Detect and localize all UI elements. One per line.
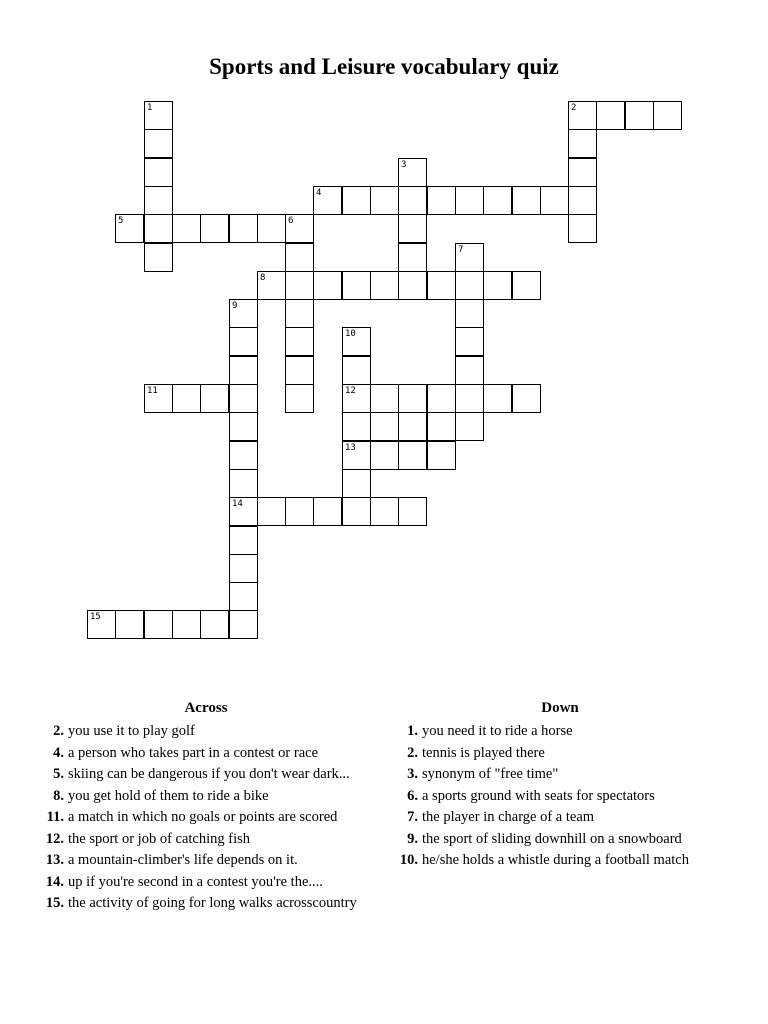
grid-cell[interactable] <box>398 441 427 470</box>
grid-cell[interactable] <box>144 384 173 413</box>
clue-item <box>390 743 730 765</box>
clue-number: 13 <box>345 443 356 453</box>
grid-cell[interactable] <box>257 271 286 300</box>
down-clues <box>390 700 730 872</box>
grid-cell[interactable] <box>342 412 371 441</box>
grid-cell[interactable] <box>285 271 314 300</box>
grid-cell[interactable] <box>427 412 456 441</box>
clue-item <box>36 829 376 851</box>
grid-cell[interactable] <box>342 186 371 215</box>
grid-cell[interactable] <box>398 412 427 441</box>
clue-item <box>36 807 376 829</box>
grid-cell[interactable] <box>172 214 201 243</box>
grid-cell[interactable] <box>398 158 427 187</box>
grid-cell[interactable] <box>200 384 229 413</box>
clue-item-text: tennis is played there <box>422 744 545 761</box>
grid-cell[interactable] <box>568 186 597 215</box>
grid-cell[interactable] <box>455 271 484 300</box>
across-clue-list <box>36 721 376 915</box>
grid-cell[interactable] <box>540 186 569 215</box>
grid-cell[interactable] <box>257 497 286 526</box>
grid-cell[interactable] <box>398 384 427 413</box>
grid-cell[interactable] <box>455 186 484 215</box>
grid-cell[interactable] <box>229 214 258 243</box>
clue-item <box>36 786 376 808</box>
clue-number: 8 <box>260 273 266 283</box>
grid-cell[interactable] <box>455 243 484 272</box>
down-clue-list <box>390 721 730 872</box>
grid-cell[interactable] <box>427 186 456 215</box>
clue-item-number: 8. <box>53 787 64 804</box>
clue-item-number: 11. <box>46 809 64 825</box>
clue-item <box>390 786 730 808</box>
across-clues <box>36 700 376 915</box>
grid-cell[interactable] <box>257 214 286 243</box>
clue-item-text: a match in which no goals or points are scored <box>68 809 338 825</box>
grid-cell[interactable] <box>427 384 456 413</box>
clue-number: 10 <box>345 329 356 339</box>
down-heading: Down <box>541 700 579 716</box>
grid-cell[interactable] <box>87 610 116 639</box>
grid-cell[interactable] <box>512 384 541 413</box>
grid-cell[interactable] <box>229 299 258 328</box>
clue-item-text: the sport of sliding downhill on a snowboard <box>422 830 682 847</box>
clue-number: 3 <box>401 160 407 170</box>
clue-item-number: 3. <box>407 766 418 782</box>
grid-cell[interactable] <box>200 214 229 243</box>
grid-cell[interactable] <box>144 158 173 187</box>
grid-cell[interactable] <box>229 384 258 413</box>
grid-cell[interactable] <box>229 526 258 555</box>
clue-item-number: 10. <box>399 852 418 868</box>
clue-number: 11 <box>147 386 158 396</box>
clue-number: 7 <box>458 245 464 255</box>
grid-cell[interactable] <box>342 271 371 300</box>
clue-number: 1 <box>147 103 153 113</box>
grid-cell[interactable] <box>229 469 258 498</box>
grid-cell[interactable] <box>455 356 484 385</box>
grid-cell[interactable] <box>427 441 456 470</box>
clue-number: 2 <box>571 103 577 113</box>
grid-cell[interactable] <box>285 384 314 413</box>
grid-cell[interactable] <box>342 384 371 413</box>
clue-item-number: 13. <box>45 852 64 868</box>
grid-cell[interactable] <box>144 129 173 158</box>
grid-cell[interactable] <box>115 610 144 639</box>
clue-item-text: he/she holds a whistle during a football match <box>422 852 689 868</box>
grid-cell[interactable] <box>455 327 484 356</box>
clue-item-text: you use it to play golf <box>68 723 195 739</box>
grid-cell[interactable] <box>229 327 258 356</box>
grid-cell[interactable] <box>483 384 512 413</box>
grid-cell[interactable] <box>229 441 258 470</box>
grid-cell[interactable] <box>285 243 314 272</box>
grid-cell[interactable] <box>200 610 229 639</box>
grid-cell[interactable] <box>144 101 173 130</box>
clue-item <box>36 893 376 915</box>
grid-cell[interactable] <box>342 497 371 526</box>
clue-item <box>390 764 730 786</box>
clue-number: 12 <box>345 386 356 396</box>
grid-cell[interactable] <box>229 356 258 385</box>
clue-item-text: you get hold of them to ride a bike <box>68 787 269 804</box>
grid-cell[interactable] <box>398 497 427 526</box>
grid-cell[interactable] <box>455 384 484 413</box>
clue-item-number: 7. <box>407 809 418 825</box>
clue-item <box>390 721 730 743</box>
clue-item-number: 15. <box>45 895 64 911</box>
grid-cell[interactable] <box>370 497 399 526</box>
grid-cell[interactable] <box>172 384 201 413</box>
clue-item-text: the player in charge of a team <box>422 809 595 825</box>
grid-cell[interactable] <box>342 441 371 470</box>
grid-cell[interactable] <box>229 412 258 441</box>
grid-cell[interactable] <box>285 299 314 328</box>
grid-cell[interactable] <box>568 158 597 187</box>
grid-cell[interactable] <box>370 412 399 441</box>
clue-number: 9 <box>232 301 238 311</box>
grid-cell[interactable] <box>483 186 512 215</box>
clue-item <box>36 721 376 743</box>
clue-number: 5 <box>118 216 124 226</box>
grid-cell[interactable] <box>313 497 342 526</box>
grid-cell[interactable] <box>229 497 258 526</box>
grid-cell[interactable] <box>625 101 654 130</box>
grid-cell[interactable] <box>398 271 427 300</box>
grid-cell[interactable] <box>455 299 484 328</box>
grid-cell[interactable] <box>398 214 427 243</box>
grid-cell[interactable] <box>144 186 173 215</box>
clue-item-number: 14. <box>45 873 64 890</box>
clue-item-text: a mountain-climber's life depends on it. <box>68 852 298 868</box>
page-title: Sports and Leisure vocabulary quiz <box>209 54 559 79</box>
grid-cell[interactable] <box>285 497 314 526</box>
clue-number: 6 <box>288 216 294 226</box>
grid-cell[interactable] <box>427 271 456 300</box>
grid-cell[interactable] <box>370 271 399 300</box>
grid-cell[interactable] <box>144 243 173 272</box>
grid-cell[interactable] <box>568 101 597 130</box>
grid-cell[interactable] <box>285 327 314 356</box>
grid-cell[interactable] <box>172 610 201 639</box>
clue-item <box>36 850 376 872</box>
clue-item-number: 12. <box>45 830 64 847</box>
grid-cell[interactable] <box>512 186 541 215</box>
clue-number: 15 <box>90 612 101 622</box>
grid-cell[interactable] <box>144 214 173 243</box>
clue-item-text: the sport or job of catching fish <box>68 830 251 847</box>
clue-item-text: a person who takes part in a contest or race <box>68 744 319 761</box>
grid-cell[interactable] <box>229 554 258 583</box>
grid-cell[interactable] <box>653 101 682 130</box>
clue-item-text: up if you're second in a contest you're the.... <box>68 873 323 890</box>
grid-cell[interactable] <box>285 356 314 385</box>
clue-item <box>36 872 376 894</box>
clue-item-text: you need it to ride a horse <box>422 723 573 739</box>
clue-number: 4 <box>316 188 322 198</box>
grid-cell[interactable] <box>342 327 371 356</box>
grid-cell[interactable] <box>115 214 144 243</box>
grid-cell[interactable] <box>370 186 399 215</box>
grid-cell[interactable] <box>229 582 258 611</box>
clue-item-number: 2. <box>407 744 418 761</box>
grid-cell[interactable] <box>313 186 342 215</box>
clue-item-number: 6. <box>407 787 418 804</box>
clue-item <box>36 764 376 786</box>
grid-cell[interactable] <box>342 356 371 385</box>
grid-cell[interactable] <box>512 271 541 300</box>
grid-cell[interactable] <box>285 214 314 243</box>
grid-cell[interactable] <box>370 441 399 470</box>
clue-item <box>390 829 730 851</box>
clue-item <box>390 807 730 829</box>
grid-cell[interactable] <box>568 214 597 243</box>
clue-item-text: skiing can be dangerous if you don't wear dark... <box>68 766 350 782</box>
grid-cell[interactable] <box>398 243 427 272</box>
grid-cell[interactable] <box>313 271 342 300</box>
clue-item-text: synonym of "free time" <box>422 766 559 782</box>
grid-cell[interactable] <box>342 469 371 498</box>
grid-cell[interactable] <box>370 384 399 413</box>
grid-cell[interactable] <box>596 101 625 130</box>
clue-item-text: the activity of going for long walks acrosscountry <box>68 895 357 911</box>
clue-item-number: 9. <box>407 830 418 847</box>
grid-cell[interactable] <box>144 610 173 639</box>
grid-cell[interactable] <box>229 610 258 639</box>
clue-item <box>390 850 730 872</box>
grid-cell[interactable] <box>568 129 597 158</box>
clue-item-number: 4. <box>53 744 64 761</box>
clue-number: 14 <box>232 499 243 509</box>
grid-cell[interactable] <box>483 271 512 300</box>
clue-item-number: 2. <box>53 723 64 739</box>
clue-item-text: a sports ground with seats for spectators <box>422 787 655 804</box>
grid-cell[interactable] <box>455 412 484 441</box>
grid-cell[interactable] <box>398 186 427 215</box>
clue-item-number: 5. <box>53 766 64 782</box>
clue-item-number: 1. <box>407 723 418 739</box>
clue-item <box>36 743 376 765</box>
across-heading: Across <box>184 700 228 716</box>
